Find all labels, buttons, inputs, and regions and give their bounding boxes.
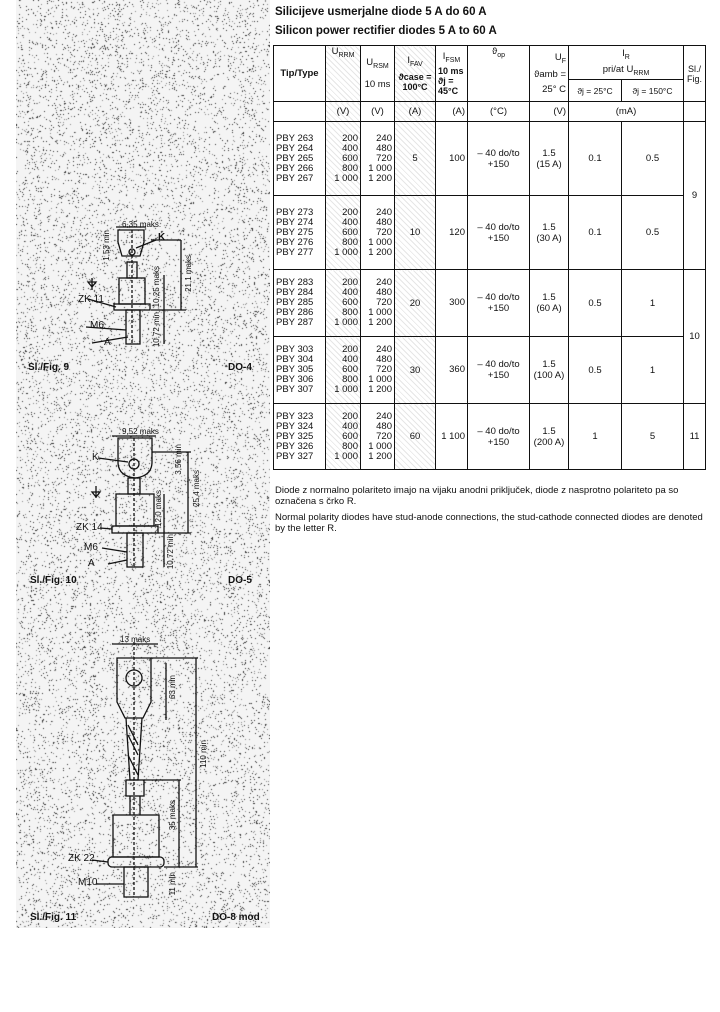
do5-drawing [16, 430, 270, 590]
ir-25c-cell: 0.1 [569, 122, 622, 196]
dim-body: 35 maks [168, 800, 177, 831]
header-uf: $U_F$ ϑamb = 25° C [530, 46, 569, 102]
ifav-cell: 10 [395, 196, 436, 270]
ifsm-cell: 100 [436, 122, 468, 196]
figure-do4 [16, 210, 270, 380]
table-row-group [274, 270, 706, 337]
ursm-cell: 240 480 720 1 000 1 200 [361, 404, 395, 470]
unit: (°C) [468, 102, 530, 122]
ifsm-cell: 300 [436, 270, 468, 337]
title-slovene: Silicijeve usmerjalne diode 5 A do 60 A [275, 6, 487, 18]
ursm-cell: 240 480 720 1 000 1 200 [361, 196, 395, 270]
type-cell: PBY 303 PBY 304 PBY 305 PBY 306 PBY 307 [274, 337, 326, 404]
figure-caption: Sl./Fig. 9 [28, 362, 70, 373]
operating-temp-cell: – 40 do/to +150 [468, 404, 530, 470]
figure-caption: Sl./Fig. 11 [30, 912, 77, 923]
header-ir-150c: ϑj = 150°C [622, 80, 684, 102]
ifav-cell: 5 [395, 122, 436, 196]
ir-25c-cell: 0.1 [569, 196, 622, 270]
dim-lead: 63 min [168, 675, 177, 700]
figure-ref-cell: 9 [684, 122, 706, 270]
note-slovene: Diode z normalno polariteto imajo na vijaku anodni priključek, diode z nasprotno polariteto pa so označena s črko R. [275, 485, 679, 507]
units-row [274, 102, 706, 122]
table-row-group [274, 337, 706, 404]
operating-temp-cell: – 40 do/to +150 [468, 337, 530, 404]
dim-total: 110 min [199, 740, 208, 768]
figure-do5 [16, 427, 270, 590]
header-ursm: $U_{RSM}$ 10 ms [361, 46, 395, 102]
ifsm-cell: 120 [436, 196, 468, 270]
dim-body: 10,25 maks [152, 266, 161, 308]
ir-150c-cell: 5 [622, 404, 684, 470]
ir-150c-cell: 0.5 [622, 196, 684, 270]
header-ir-25c: ϑj = 25°C [569, 80, 622, 102]
dim-width: 9,52 maks [122, 427, 159, 436]
zk-label: ZK 11 [78, 294, 104, 305]
header-ifav: $I_{FAV}$ ϑcase = 100°C [395, 46, 436, 102]
note-english: Normal polarity diodes have stud-anode connections, the stud-cathode connected diodes are denoted by the letter R. [275, 512, 703, 534]
ifav-cell: 20 [395, 270, 436, 337]
header-type: Tip/Type [274, 46, 326, 102]
ir-25c-cell: 0.5 [569, 337, 622, 404]
uf-cell: 1.5 (100 A) [530, 337, 569, 404]
table-row-group [274, 122, 706, 196]
ir-25c-cell: 0.5 [569, 270, 622, 337]
dim-body: 12,0 maks [154, 490, 163, 527]
urrm-cell: 200 400 600 800 1 000 [326, 270, 361, 337]
package-label: DO-8 mod [212, 912, 260, 923]
ifsm-cell: 360 [436, 337, 468, 404]
figure-caption: Sl./Fig. 10 [30, 575, 77, 586]
cathode-label: K [92, 452, 99, 463]
ifsm-cell: 1 100 [436, 404, 468, 470]
zk-label: ZK 14 [76, 522, 103, 533]
unit: (V) [361, 102, 395, 122]
unit: (V) [530, 102, 569, 122]
zk-label: ZK 22 [68, 853, 95, 864]
dim-stud: 10,72 min [166, 534, 175, 570]
header-ifsm: $I_{FSM}$ 10 ms ϑj = 45°C [436, 46, 468, 102]
uf-cell: 1.5 (200 A) [530, 404, 569, 470]
figure-ref-cell: 10 [684, 270, 706, 404]
uf-cell: 1.5 (60 A) [530, 270, 569, 337]
figure-ref-cell: 11 [684, 404, 706, 470]
header-figure: Sl./ Fig. [684, 46, 706, 102]
do4-drawing [16, 210, 270, 380]
ir-150c-cell: 1 [622, 337, 684, 404]
urrm-cell: 200 400 600 800 1 000 [326, 404, 361, 470]
figure-do8 [16, 630, 270, 930]
thread-label: M6 [90, 320, 104, 331]
dim-width: 13 maks [120, 635, 151, 644]
type-cell: PBY 283 PBY 284 PBY 285 PBY 286 PBY 287 [274, 270, 326, 337]
urrm-cell: 200 400 600 800 1 000 [326, 337, 361, 404]
urrm-cell: 200 400 600 800 1 000 [326, 196, 361, 270]
ifav-cell: 60 [395, 404, 436, 470]
type-cell: PBY 263 PBY 264 PBY 265 PBY 266 PBY 267 [274, 122, 326, 196]
uf-cell: 1.5 (30 A) [530, 196, 569, 270]
operating-temp-cell: – 40 do/to +150 [468, 122, 530, 196]
dim-height: 21,1 maks [184, 255, 193, 292]
package-label: DO-4 [228, 362, 252, 373]
urrm-cell: 200 400 600 800 1 000 [326, 122, 361, 196]
anode-label: A [88, 558, 95, 569]
header-urrm: $U_{RRM}$ [326, 46, 361, 102]
do8-drawing [16, 630, 270, 930]
unit: (mA) [569, 102, 684, 122]
dim-width: 6,35 maks. [122, 220, 162, 229]
unit: (A) [436, 102, 468, 122]
ursm-cell: 240 480 720 1 000 1 200 [361, 122, 395, 196]
operating-temp-cell: – 40 do/to +150 [468, 270, 530, 337]
type-cell: PBY 273 PBY 274 PBY 275 PBY 276 PBY 277 [274, 196, 326, 270]
dim-stud: 10,72 min [152, 312, 161, 348]
thread-label: M10 [78, 877, 98, 888]
type-cell: PBY 323 PBY 324 PBY 325 PBY 326 PBY 327 [274, 404, 326, 470]
table-row-group [274, 404, 706, 470]
cathode-label: K [158, 232, 166, 243]
dim-head: 1,53 min [102, 230, 111, 261]
header-ir: $I_R$ pri/at $U_{RRM}$ [569, 46, 684, 80]
dim-eye: 3,56 min [174, 444, 183, 475]
ir-150c-cell: 0.5 [622, 122, 684, 196]
table-row-group [274, 196, 706, 270]
ir-150c-cell: 1 [622, 270, 684, 337]
ursm-cell: 240 480 720 1 000 1 200 [361, 337, 395, 404]
anode-label: A [104, 337, 111, 348]
rectifier-diode-table [273, 45, 706, 470]
operating-temp-cell: – 40 do/to +150 [468, 196, 530, 270]
header-operating-temp: $ϑ_{op}$ [468, 46, 530, 102]
ir-25c-cell: 1 [569, 404, 622, 470]
unit: (A) [395, 102, 436, 122]
title-english: Silicon power rectifier diodes 5 A to 60 A [275, 25, 497, 37]
package-label: DO-5 [228, 575, 252, 586]
unit: (V) [326, 102, 361, 122]
ursm-cell: 240 480 720 1 000 1 200 [361, 270, 395, 337]
dim-stud: 11 min [168, 872, 177, 896]
thread-label: M6 [84, 542, 98, 553]
uf-cell: 1.5 (15 A) [530, 122, 569, 196]
ifav-cell: 30 [395, 337, 436, 404]
dim-height: 25,4 maks [192, 470, 201, 507]
